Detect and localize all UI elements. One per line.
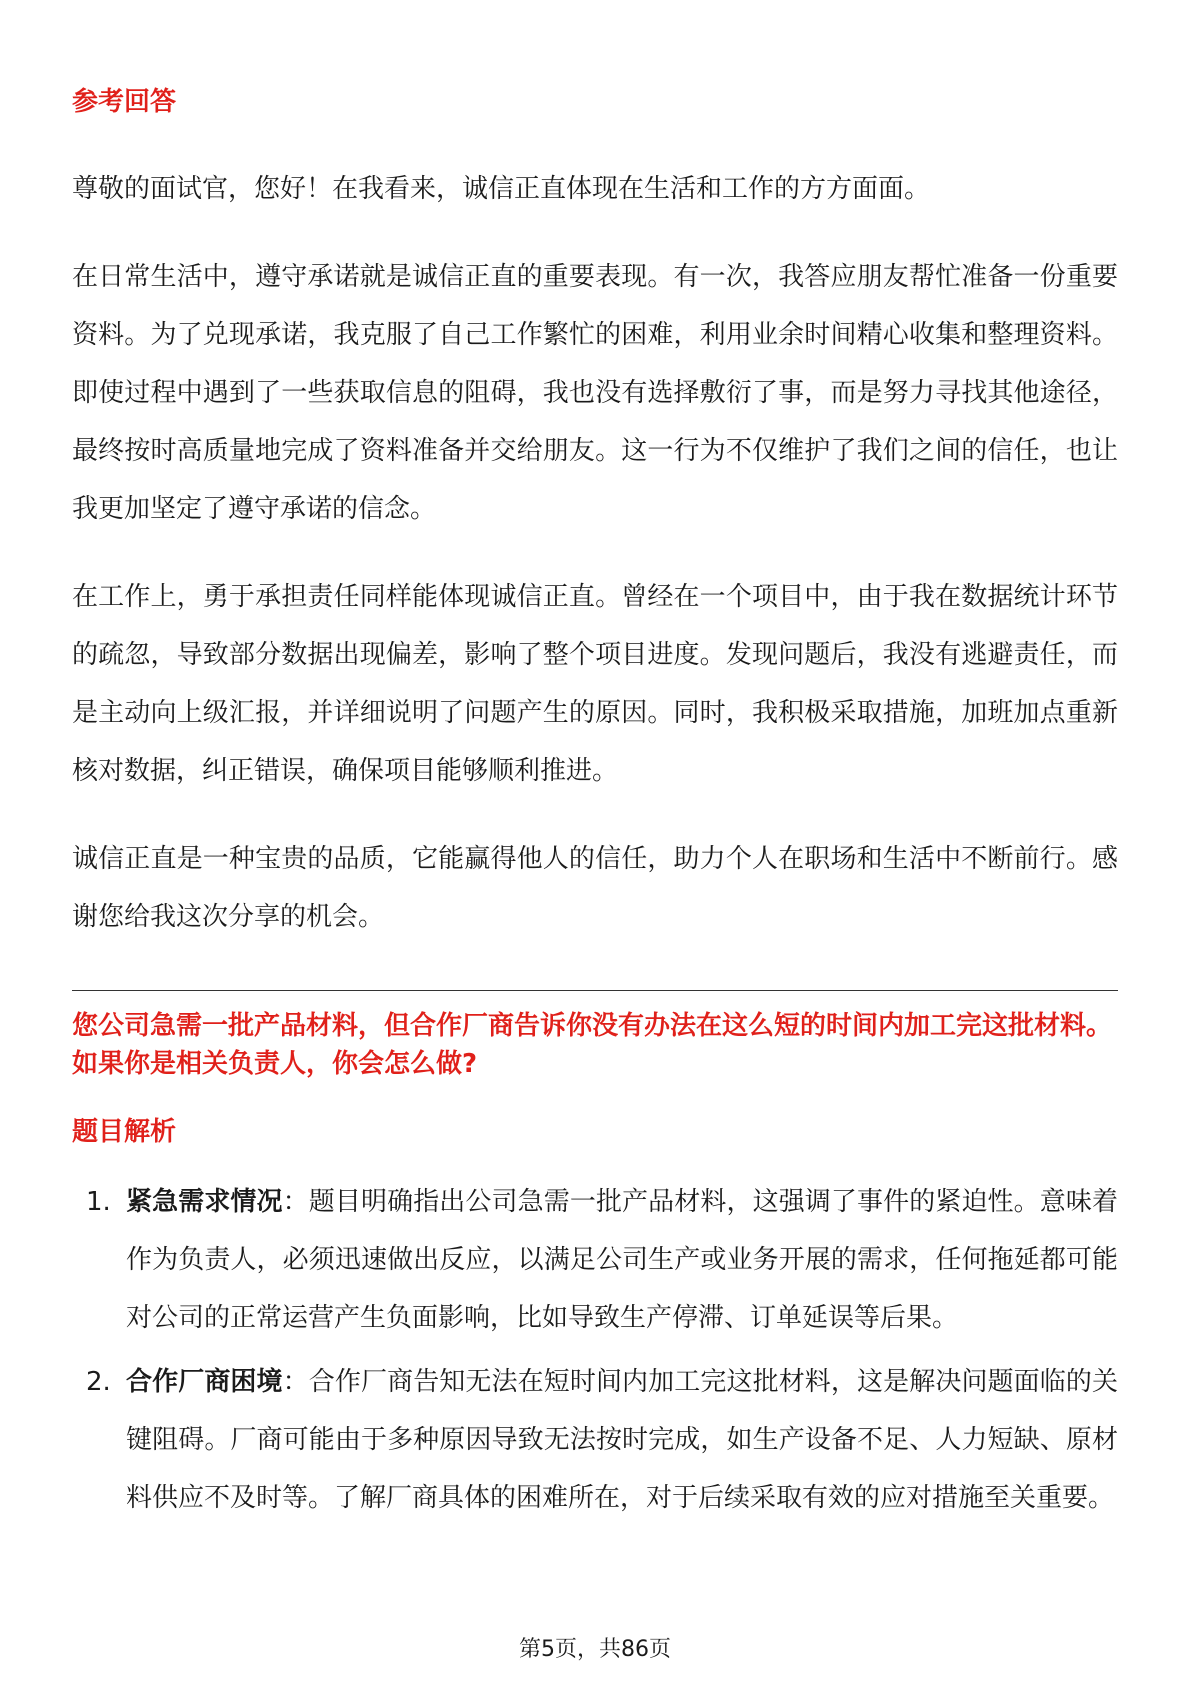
answer-paragraph: 尊敬的面试官，您好！在我看来，诚信正直体现在生活和工作的方方面面。 [72,174,931,204]
analysis-list [72,1173,1118,1527]
list-number: 2. [86,1367,111,1397]
list-item-body: ：合作厂商告知无法在短时间内加工完这批材料，这是解决问题面临的关键阻碍。厂商可能由于多种原因导致无法按时完成，如生产设备不足、人力短缺、原材料供应不及时等。了解厂商具体的困难所在，对于后续采取有效的应对措施至关重要。 [126,1367,1118,1513]
page-number: 第5页，共86页 [519,1637,671,1662]
section-divider [72,990,1118,991]
analysis-title: 题目解析 [72,1117,177,1147]
list-item-heading: 合作厂商困境 [126,1367,283,1397]
list-item-heading: 紧急需求情况 [126,1187,283,1217]
list-item-body: ：题目明确指出公司急需一批产品材料，这强调了事件的紧迫性。意味着作为负责人，必须迅速做出反应，以满足公司生产或业务开展的需求，任何拖延都可能对公司的正常运营产生负面影响，比如导致生产停滞、订单延误等后果。 [126,1187,1118,1333]
answer-title: 参考回答 [72,87,177,117]
page-content [72,82,1118,1527]
list-number: 1. [86,1187,111,1217]
list-item [72,1353,1118,1527]
question-title: 您公司急需一批产品材料，但合作厂商告诉你没有办法在这么短的时间内加工完这批材料。如果你是相关负责人，你会怎么做? [72,1011,1113,1079]
answer-paragraph: 诚信正直是一种宝贵的品质，它能赢得他人的信任，助力个人在职场和生活中不断前行。感谢您给我这次分享的机会。 [72,844,1118,932]
answer-paragraph: 在日常生活中，遵守承诺就是诚信正直的重要表现。有一次，我答应朋友帮忙准备一份重要资料。为了兑现承诺，我克服了自己工作繁忙的困难，利用业余时间精心收集和整理资料。即使过程中遇到了一些获取信息的阻碍，我也没有选择敷衍了事，而是努力寻找其他途径，最终按时高质量地完成了资料准备并交给朋友。这一行为不仅维护了我们之间的信任，也让我更加坚定了遵守承诺的信念。 [72,262,1118,524]
answer-paragraph: 在工作上，勇于承担责任同样能体现诚信正直。曾经在一个项目中，由于我在数据统计环节的疏忽，导致部分数据出现偏差，影响了整个项目进度。发现问题后，我没有逃避责任，而是主动向上级汇报，并详细说明了问题产生的原因。同时，我积极采取措施，加班加点重新核对数据，纠正错误，确保项目能够顺利推进。 [72,582,1118,786]
list-item [72,1173,1118,1347]
